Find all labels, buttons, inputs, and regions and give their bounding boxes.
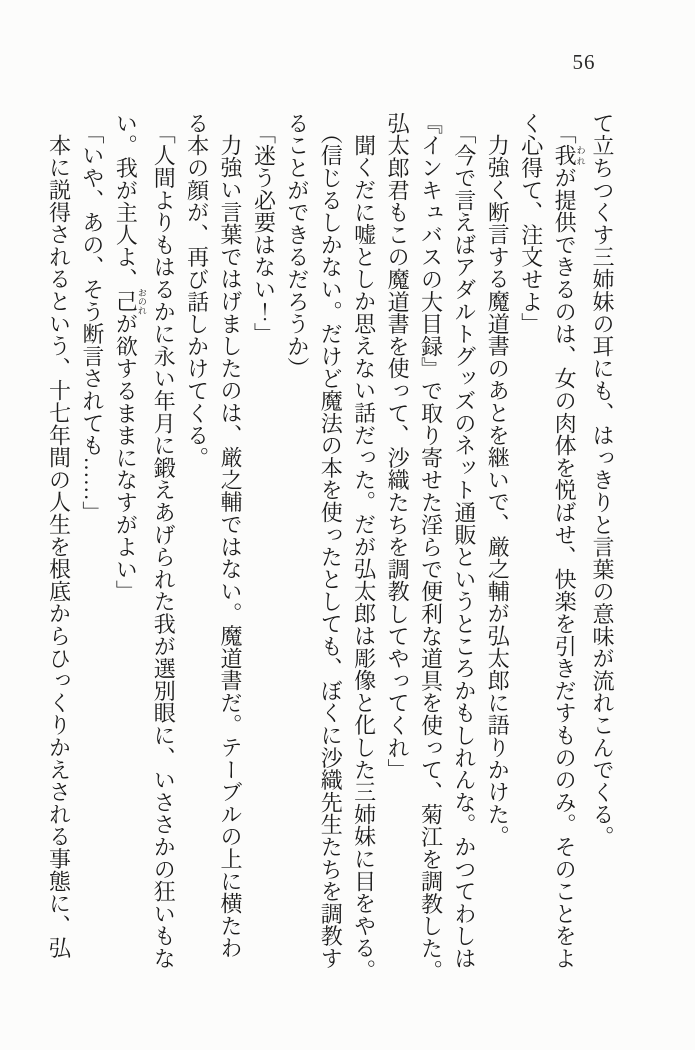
text-column: （信じるしかない。だけど魔法の本を使ったとしても、ぼくに沙織先生たちを調教す <box>318 122 344 970</box>
text-column: る本の顔が、再び話しかけてくる。 <box>184 112 210 469</box>
text-column: て立ちつくす三姉妹の耳にも、はっきりと言葉の意味が流れこんでくる。 <box>590 112 615 848</box>
text-column: 力強い言葉ではげましたのは、厳之輔ではない。魔道書だ。テーブルの上に横たわ <box>218 134 244 960</box>
text-column: 本に説得されるという、十七年間の人生を根底からひっくりかえされる事態に、弘 <box>46 134 72 960</box>
text-column: 「我われが提供できるのは、女の肉体を悦ばせ、快楽を引きだすもののみ。そのことをよ <box>552 122 586 970</box>
text-block <box>46 112 619 982</box>
text-column: 『インキュバスの大目録』で取り寄せた淫らで便利な道具を使って、菊江を調教した。 <box>418 112 444 982</box>
text-column: 「人間よりもはるかに永い年月に鍛えあげられた我が選別眼に、いささかの狂いもな <box>151 122 177 970</box>
text-column: 「迷う必要はない！」 <box>251 122 277 345</box>
text-column: く心得て、注文せよ」 <box>518 112 544 335</box>
text-column: 「今で言えばアダルトグッズのネット通販というところかもしれんな。かつてわしは <box>451 122 477 970</box>
text-column: 聞くだに嘘としか思えない話だった。だが弘太郎は彫像と化した三姉妹に目をやる。 <box>351 134 377 982</box>
text-column: い。我が主人よ、己おのれが欲するままになすがよい」 <box>113 112 147 603</box>
text-column: 力強く断言する魔道書のあとを継いで、厳之輔が弘太郎に語りかけた。 <box>485 134 511 848</box>
text-column: 弘太郎君もこの魔道書を使って、沙織たちを調教してやってくれ」 <box>385 112 411 781</box>
text-column: 「いや、あの、そう断言されても……」 <box>79 122 105 524</box>
text-column: ることができるだろうか） <box>284 112 310 380</box>
page-number: 56 <box>572 50 596 74</box>
